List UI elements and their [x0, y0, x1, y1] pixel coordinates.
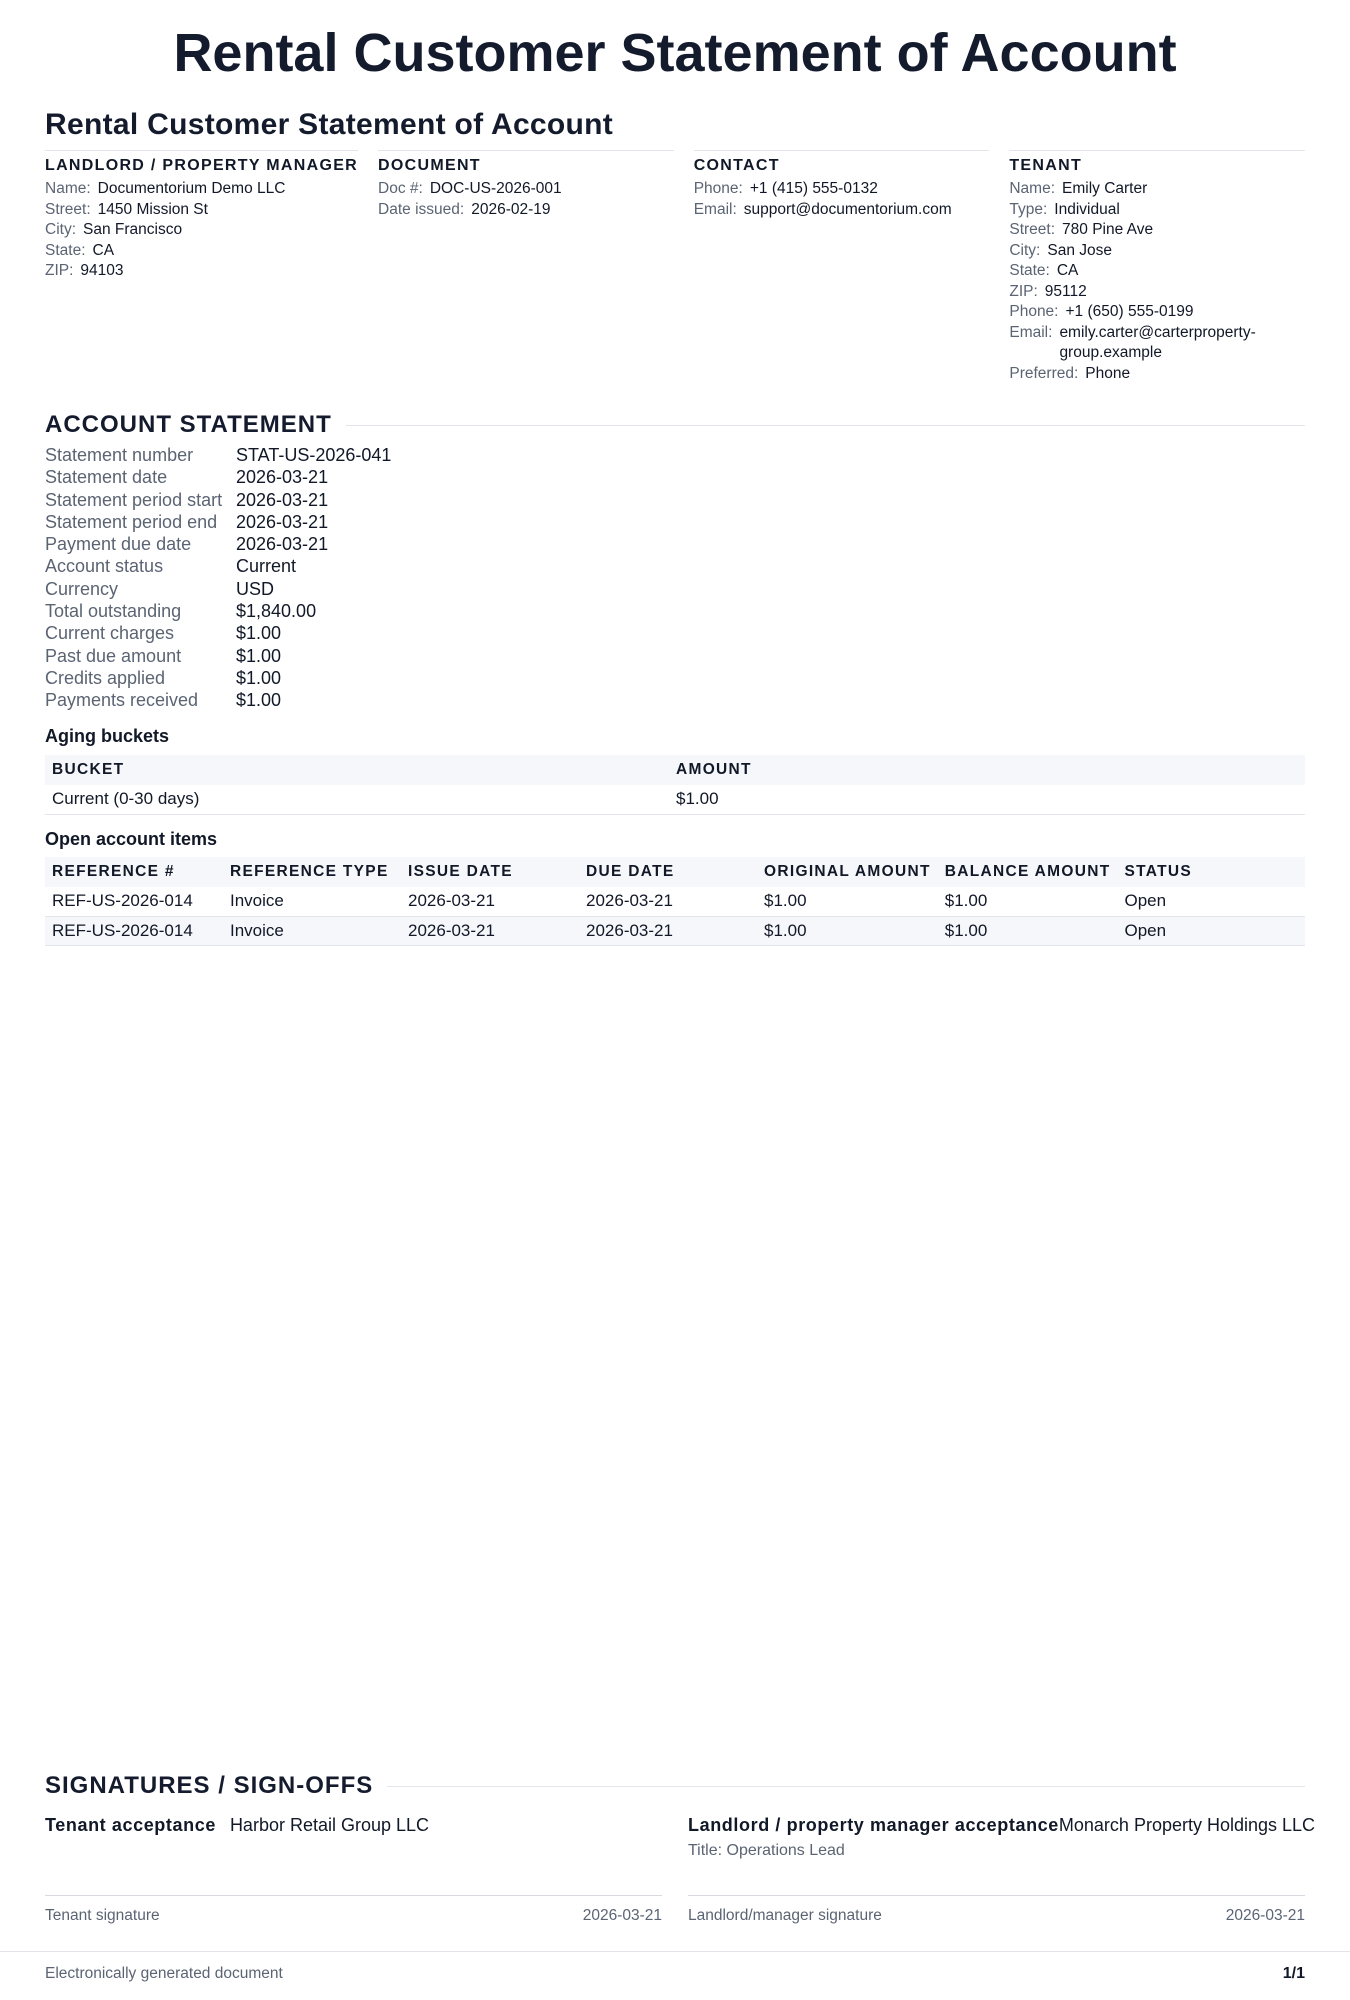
landlord-signature-label: Landlord/manager signature	[688, 1907, 882, 1924]
statement-number: Statement number STAT-US-2026-041	[45, 445, 392, 465]
tenant-signature-block	[45, 1815, 662, 1924]
aging-buckets-table	[45, 755, 1305, 815]
signatures-heading: SIGNATURES / SIGN-OFFS	[45, 1772, 1305, 1800]
aging-buckets-title: Aging buckets	[45, 726, 170, 746]
document-heading: DOCUMENT	[378, 157, 481, 174]
account-status: Account status Current	[45, 556, 297, 577]
currency: Currency USD	[45, 578, 275, 599]
column-header-reference-type: REFERENCE TYPE	[223, 857, 401, 887]
reference-type-cell: Invoice	[223, 887, 401, 916]
column-header-status: STATUS	[1117, 857, 1305, 887]
tenant-signature-label: Tenant signature	[45, 1907, 160, 1924]
due-date-cell: 2026-03-21	[579, 916, 757, 945]
contact-phone: Phone: +1 (415) 555-0132	[693, 180, 878, 197]
footer-note: Electronically generated document	[45, 1965, 283, 1982]
bucket-cell: Current (0-30 days)	[45, 785, 669, 814]
statement-period-end: Statement period end 2026-03-21	[45, 511, 329, 532]
contact-heading: CONTACT	[693, 157, 780, 174]
tenant-heading: TENANT	[1009, 157, 1083, 174]
tenant-type: Type: Individual	[1009, 200, 1120, 218]
tenant-name: Name: Emily Carter	[1009, 180, 1148, 197]
landlord-acceptance-party: Monarch Property Holdings LLC	[1058, 1815, 1316, 1835]
status-cell: Open	[1117, 887, 1305, 916]
landlord-street: Street: 1450 Mission St	[45, 200, 208, 218]
landlord-name: Name: Documentorium Demo LLC	[45, 180, 286, 197]
landlord-zip: ZIP: 94103	[45, 262, 124, 279]
column-header-amount: AMOUNT	[669, 755, 1305, 785]
page-number: 1/1	[1282, 1965, 1305, 1982]
contact-block	[694, 150, 990, 384]
section-divider	[387, 1786, 1305, 1787]
amount-cell: $1.00	[669, 785, 1305, 814]
reference-cell: REF-US-2026-014	[45, 916, 223, 945]
landlord-block	[45, 150, 358, 384]
original-amount-cell: $1.00	[757, 916, 938, 945]
column-header-balance-amount: BALANCE AMOUNT	[938, 857, 1118, 887]
tenant-acceptance-label: Tenant acceptance	[45, 1815, 216, 1835]
account-statement-heading: ACCOUNT STATEMENT	[45, 411, 1305, 439]
doc-number: Doc #: DOC-US-2026-001	[378, 180, 562, 197]
tenant-signature-date: 2026-03-21	[582, 1907, 662, 1924]
issue-date-cell: 2026-03-21	[401, 887, 579, 916]
landlord-heading: LANDLORD / PROPERTY MANAGER	[45, 157, 359, 174]
document-block	[378, 150, 674, 384]
landlord-signature-block	[688, 1815, 1316, 1924]
column-header-due-date: DUE DATE	[579, 857, 757, 887]
column-header-issue-date: ISSUE DATE	[401, 857, 579, 887]
table-header-row	[45, 857, 1305, 887]
tenant-preferred: Preferred: Phone	[1009, 364, 1131, 382]
credits-applied: Credits applied $1.00	[45, 667, 282, 688]
statement-period-start: Statement period start 2026-03-21	[45, 489, 329, 510]
tenant-city: City: San Jose	[1009, 241, 1112, 259]
past-due-amount: Past due amount $1.00	[45, 645, 282, 666]
total-outstanding: Total outstanding $1,840.00	[45, 601, 317, 622]
document-subtitle: Rental Customer Statement of Account	[45, 108, 614, 141]
balance-amount-cell: $1.00	[938, 916, 1118, 945]
table-row	[45, 916, 1305, 945]
landlord-city: City: San Francisco	[45, 221, 183, 238]
original-amount-cell: $1.00	[757, 887, 938, 916]
landlord-signature-date: 2026-03-21	[1225, 1907, 1305, 1924]
tenant-phone: Phone: +1 (650) 555-0199	[1009, 303, 1194, 320]
contact-email: Email: support@documentorium.com	[693, 200, 952, 218]
open-items-title: Open account items	[45, 829, 218, 849]
tenant-email: Email: emily.carter@carterproperty-group.example	[1009, 323, 1256, 361]
table-row	[45, 785, 1305, 814]
issue-date-cell: 2026-03-21	[401, 916, 579, 945]
statement-date: Statement date 2026-03-21	[45, 467, 329, 488]
column-header-bucket: BUCKET	[45, 755, 669, 785]
tenant-acceptance-party: Harbor Retail Group LLC	[229, 1815, 430, 1835]
section-divider	[346, 425, 1305, 426]
tenant-state: State: CA	[1009, 262, 1079, 279]
column-header-reference: REFERENCE #	[45, 857, 223, 887]
payment-due-date: Payment due date 2026-03-21	[45, 534, 329, 555]
tenant-block	[1009, 150, 1305, 384]
landlord-signature-line	[688, 1895, 1305, 1896]
footer-divider	[0, 1951, 1350, 1952]
account-statement-details	[45, 444, 391, 712]
page-title: Rental Customer Statement of Account	[173, 23, 1177, 83]
payments-received: Payments received $1.00	[45, 690, 282, 711]
table-header-row	[45, 755, 1305, 785]
column-header-original-amount: ORIGINAL AMOUNT	[757, 857, 938, 887]
reference-cell: REF-US-2026-014	[45, 887, 223, 916]
doc-date-issued: Date issued: 2026-02-19	[378, 200, 551, 218]
due-date-cell: 2026-03-21	[579, 887, 757, 916]
current-charges: Current charges $1.00	[45, 623, 282, 644]
open-items-table	[45, 857, 1305, 946]
landlord-state: State: CA	[45, 241, 115, 259]
tenant-signature-line	[45, 1895, 662, 1896]
party-info-row	[45, 150, 1305, 384]
landlord-acceptance-label: Landlord / property manager acceptance	[688, 1815, 1059, 1835]
table-row	[45, 887, 1305, 916]
balance-amount-cell: $1.00	[938, 887, 1118, 916]
reference-type-cell: Invoice	[223, 916, 401, 945]
tenant-street: Street: 780 Pine Ave	[1009, 221, 1154, 238]
status-cell: Open	[1117, 916, 1305, 945]
tenant-zip: ZIP: 95112	[1009, 282, 1087, 300]
landlord-signer-title: Title: Operations Lead	[688, 1842, 845, 1859]
